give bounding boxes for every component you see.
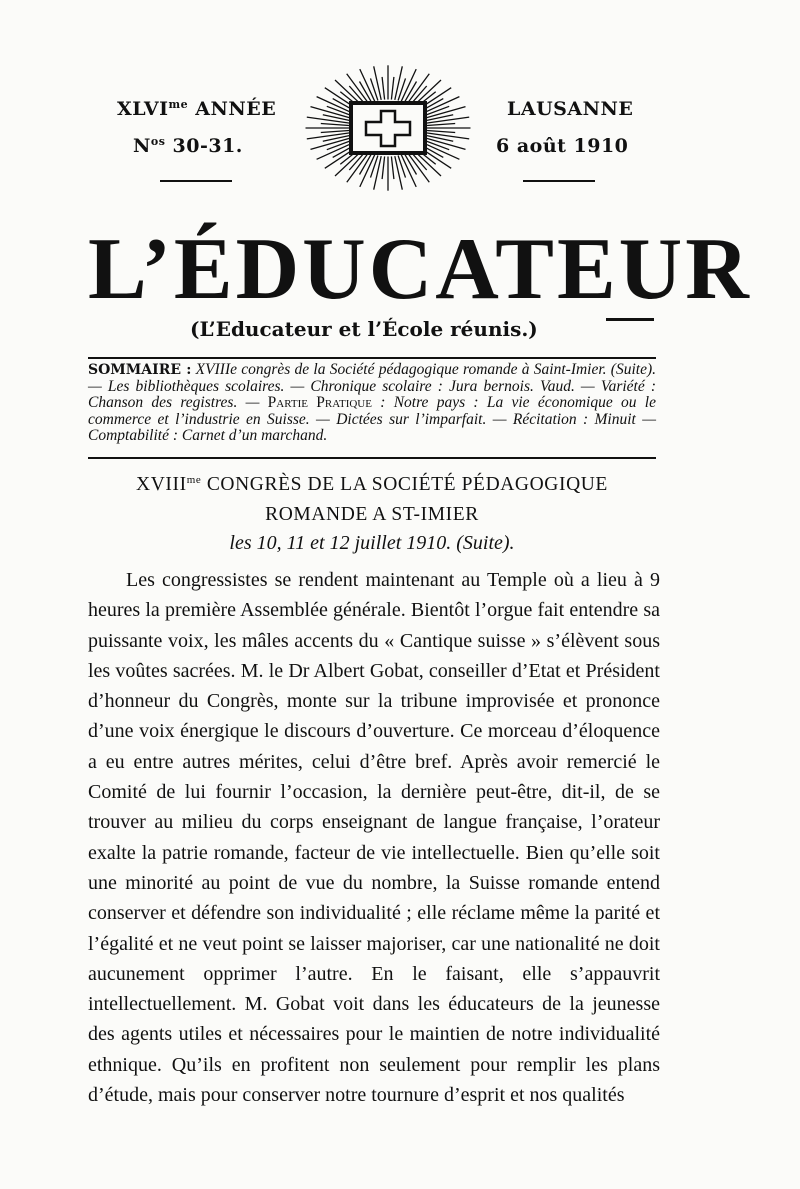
summary-section-label: Partie Pratique <box>267 394 372 411</box>
header-left-rule <box>160 180 232 182</box>
masthead-subtitle: (L’Educateur et l’École réunis.) <box>190 317 538 341</box>
sunburst-ray <box>374 156 382 190</box>
masthead-side-rule <box>606 318 654 321</box>
issue-number: $N^{os}$ 30-31. <box>133 135 243 157</box>
sunburst-ray <box>395 66 403 100</box>
sunburst-ray <box>317 97 355 114</box>
city-label: LAUSANNE <box>507 98 634 120</box>
summary-block <box>88 362 656 445</box>
sunburst-ray <box>391 77 394 100</box>
sunburst-ray <box>374 66 382 100</box>
sunburst-ray <box>427 131 455 133</box>
sunburst-ray <box>391 156 394 179</box>
sunburst-ray <box>422 97 460 114</box>
sunburst-ray <box>321 124 349 126</box>
sunburst-ray <box>426 117 469 123</box>
issue-date: 6 août 1910 <box>496 135 629 157</box>
sunburst-ray <box>307 117 350 123</box>
summary-lead: SOMMAIRE : <box>88 362 192 378</box>
sunburst-ray <box>395 156 403 190</box>
sunburst-ray <box>321 131 349 133</box>
sunburst-ray <box>317 142 355 159</box>
sunburst-ray <box>382 156 385 179</box>
article-heading-line2: ROMANDE A ST-IMIER <box>265 504 479 525</box>
sunburst-ray <box>426 133 469 139</box>
article-dates: les 10, 11 et 12 juillet 1910. (Suite). <box>229 532 515 554</box>
header-right-rule <box>523 180 595 182</box>
masthead-title: L’ÉDUCATEUR <box>88 221 752 318</box>
sunburst-ray <box>382 77 385 100</box>
summary-text-part2: : Notre pays : La vie économique ou le commerce et l’industrie en Suisse. — Dictées sur l’imparfait. — Récitation : Minuit — Comptabilité : Carnet d’un marchand. <box>88 394 656 444</box>
sunburst-ray <box>427 124 455 126</box>
article-paragraph: Les congressistes se rendent maintenant au Temple où a lieu à 9 heures la première Assemblée générale. Bientôt l’orgue fait entendre sa puissante voix, les mâles accents du « Cantique suisse » s’élèvent sous les voûtes sacrées. M. le Dr Albert Gobat, conseiller d’Etat et Président d’honneur du Congrès, monte sur la tribune improvisée et prononce d’une voix énergique le discours d’ouverture. Ce morceau d’éloquence a eu entre autres mérites, celui d’être bref. Après avoir remercié le Comité de lui fournir l’occasion, la dernière peut-être, dit-il, de se trouver au milieu du corps enseignant de langue française, l’orateur exalte la patrie romande, facteur de vie intellectuelle. Bien qu’elle soit une minorité au point de vue du nombre, la Suisse romande entend conserver et défendre son individualité ; elle réclame même la parité et l’égalité et ne veut point se laisser majoriser, car une nationalité ne doit aucunement opprimer l’autre. En le faisant, elle s’appauvrit intellectuellement. M. Gobat voit dans les éducateurs de la jeunesse des agents utiles et nécessaires pour le maintien de notre individualité ethnique. Qu’ils en profitent non seulement pour remplir les plans d’étude, mais pour conserver notre tournure d’esprit et nos qualités <box>88 569 660 1107</box>
summary-top-rule <box>88 357 656 359</box>
swiss-cross-sunburst-icon <box>298 60 478 200</box>
year-label: $XLVI^{me}$ ANNÉE <box>117 98 277 120</box>
sunburst-ray <box>422 142 460 159</box>
summary-bottom-rule <box>88 457 656 459</box>
article-heading-line1: $XVIII^{me}$ CONGRÈS DE LA SOCIÉTÉ PÉDAGOGIQUE <box>136 474 608 495</box>
sunburst-ray <box>307 133 350 139</box>
summary-text-part1: XVIIIe congrès de la Société pédagogique romande à Saint-Imier. (Suite). — Les bibliothèques scolaires. — Chronique scolaire : Jura bernois. Vaud. — Variété : Chanson des registres. — <box>88 361 656 411</box>
